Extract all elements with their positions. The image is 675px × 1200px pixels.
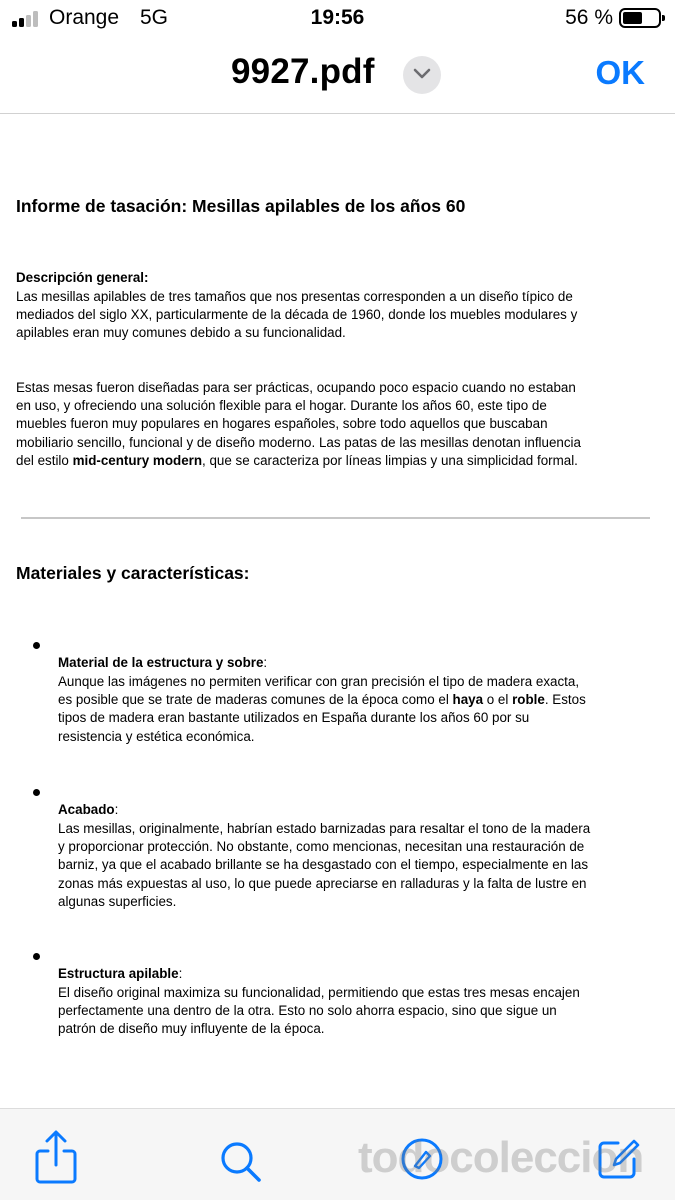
battery-percentage: 56 % xyxy=(565,6,613,29)
navigation-bar xyxy=(0,40,675,114)
ok-button[interactable]: OK xyxy=(595,54,645,91)
materials-heading: Materiales y características: xyxy=(16,563,250,583)
item-text-finish: Las mesillas, originalmente, habrían estado barnizadas para resaltar el tono de la madera y proporcionar protección. No obstante, como mencionas, necesitan una restauración de barniz, ya que el acabado brillante se ha desgastado con el tiempo, especialmente en las zonas más expuestas al uso, lo que puede apreciarse en ralladuras y la falta de lustre en algunas superficies. xyxy=(58,821,591,909)
item-title-finish: Acabado: xyxy=(58,802,119,817)
battery-icon xyxy=(619,8,661,28)
document-title[interactable]: 9927.pdf xyxy=(231,52,375,91)
carrier-name: Orange xyxy=(49,6,120,29)
watermark-logo: todocoleccion xyxy=(358,1133,644,1182)
general-paragraph-2: Estas mesas fueron diseñadas para ser prácticas, ocupando poco espacio cuando no estaban en uso, y ofreciendo una solución flexible para el hogar. Durante los años 60, este tipo de muebles fueron muy populares en hogares españoles, sobre todo aquellos que buscaban mobiliario sencillo, funcional y de diseño moderno. Las patas de las mesillas denotan influencia del estilo mid-century modern, que se caracteriza por líneas limpias y una simplicidad formal. xyxy=(16,380,581,468)
general-paragraph-1: Las mesillas apilables de tres tamaños que nos presentas corresponden a un diseño típico de mediados del siglo XX, particularmente de la década de 1960, donde los muebles modulares y apilables eran muy comunes debido a su funcionalidad. xyxy=(16,289,578,341)
status-bar xyxy=(0,0,675,40)
network-type: 5G xyxy=(140,6,169,29)
status-time: 19:56 xyxy=(310,6,365,29)
pdf-page[interactable] xyxy=(0,115,675,1108)
mid-century-modern-term: mid-century modern xyxy=(72,452,203,468)
share-icon[interactable] xyxy=(33,1129,79,1185)
section-divider xyxy=(21,517,650,519)
bullet-point xyxy=(33,642,40,649)
bullet-point xyxy=(33,953,40,960)
general-description-label: Descripción general: xyxy=(16,270,149,285)
item-text-material: Aunque las imágenes no permiten verificar con gran precisión el tipo de madera exacta, es posible que se trate de maderas comunes de la época como el haya o el roble. Estos tipos de madera eran bastante utilizados en España durante los años 60 por su resistencia y estética económica. xyxy=(58,674,586,744)
report-title: Informe de tasación: Mesillas apilables de los años 60 xyxy=(16,196,466,216)
item-title-stackable: Estructura apilable: xyxy=(58,966,183,981)
bullet-point xyxy=(33,789,40,796)
item-text-stackable: El diseño original maximiza su funcionalidad, permitiendo que estas tres mesas encajen perfectamente una dentro de la otra. Esto no solo ahorra espacio, sino que sigue un patrón de diseño muy influyente de la época. xyxy=(58,985,580,1037)
chevron-down-icon xyxy=(413,68,431,80)
title-menu-button[interactable] xyxy=(403,56,441,94)
search-icon[interactable] xyxy=(219,1140,263,1184)
item-title-material: Material de la estructura y sobre: xyxy=(58,655,268,670)
